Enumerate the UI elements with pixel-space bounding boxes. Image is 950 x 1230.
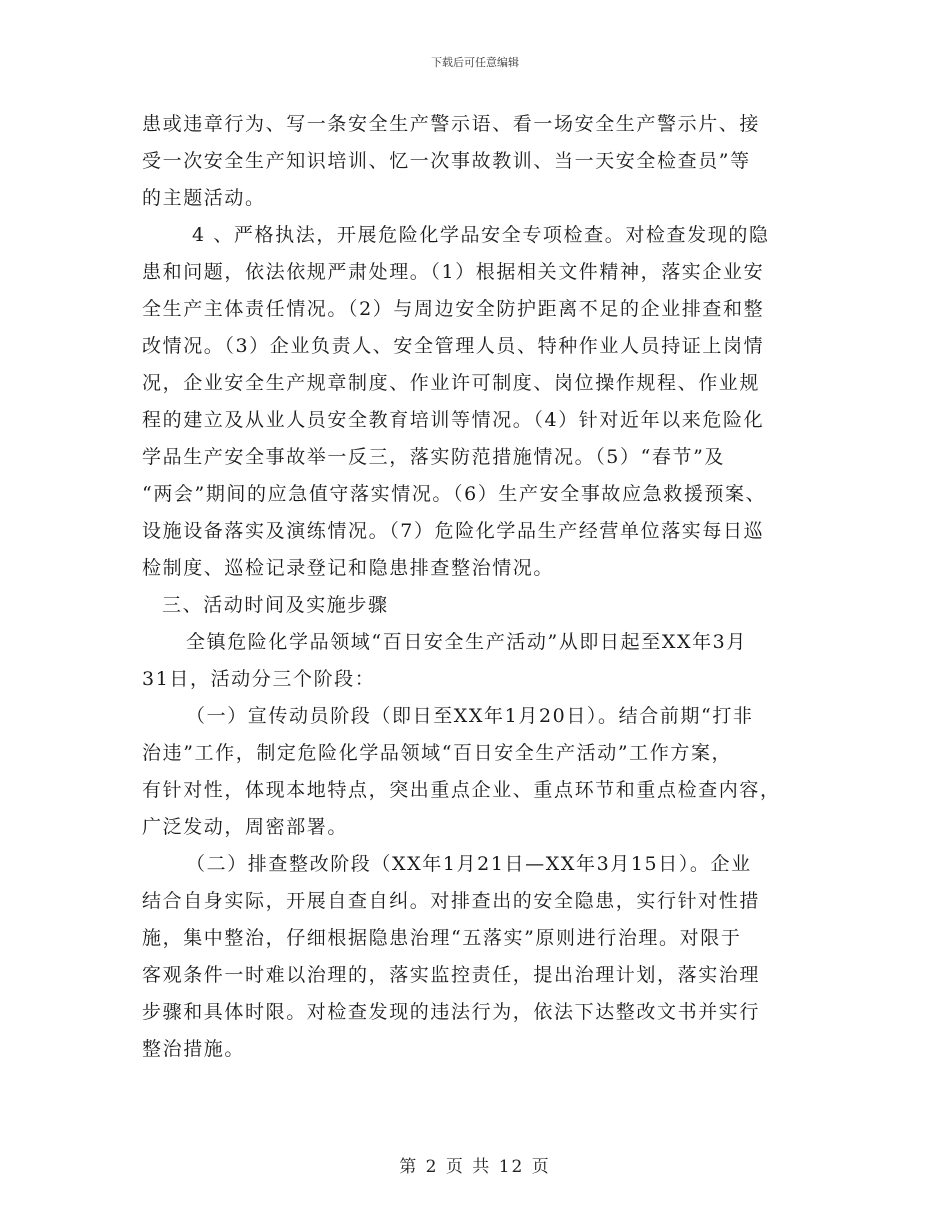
body-line: 施，集中整治，仔细根据隐患治理“五落实”原则进行治理。对限于 — [142, 927, 742, 949]
body-line: 全生产主体责任情况。（2）与周边安全防护距离不足的企业排查和整 — [142, 298, 765, 320]
body-line: 步骤和具体时限。对检查发现的违法行为，依法下达整改文书并实行 — [142, 1001, 761, 1023]
body-line: 学品生产安全事故举一反三，落实防范措施情况。（5）“春节”及 — [142, 446, 726, 468]
body-line: （二）排查整改阶段（XX年1月21日—XX年3月15日）。企业 — [186, 853, 752, 875]
body-line: 全镇危险化学品领域“百日安全生产活动”从即日起至XX年3月 — [186, 631, 747, 653]
body-line: 结合自身实际，开展自查自纠。对排查出的安全隐患，实行针对性措 — [142, 890, 761, 912]
body-line: 整治措施。 — [142, 1038, 246, 1060]
body-line: “两会”期间的应急值守落实情况。（6）生产安全事故应急救援预案、 — [142, 483, 767, 505]
body-line: 况，企业安全生产规章制度、作业许可制度、岗位操作规程、作业规 — [142, 372, 761, 394]
body-line: 设施设备落实及演练情况。（7）危险化学品生产经营单位落实每日巡 — [142, 520, 765, 542]
body-line: 广泛发动，周密部署。 — [142, 816, 349, 838]
body-line: 的主题活动。 — [142, 187, 266, 209]
body-line: 程的建立及从业人员安全教育培训等情况。（4）针对近年以来危险化 — [142, 409, 765, 431]
body-line: 客观条件一时难以治理的，落实监控责任，提出治理计划，落实治理 — [142, 964, 761, 986]
body-line: 治违”工作，制定危险化学品领域“百日安全生产活动”工作方案， — [142, 742, 733, 764]
body-line: （一）宣传动员阶段（即日至XX年1月20日）。结合前期“打非 — [186, 705, 754, 727]
body-line: 4 、严格执法，开展危险化学品安全专项检查。对检查发现的隐 — [192, 224, 770, 246]
body-line: 患和问题，依法依规严肃处理。（1）根据相关文件精神，落实企业安 — [142, 261, 765, 283]
page-header-note: 下载后可任意编辑 — [431, 56, 519, 69]
document-body — [142, 106, 812, 1068]
page-number-footer: 第 2 页 共 12 页 — [399, 1157, 551, 1177]
body-line: 患或违章行为、写一条安全生产警示语、看一场安全生产警示片、接 — [142, 113, 761, 135]
body-line: 改情况。（3）企业负责人、安全管理人员、特种作业人员持证上岗情 — [142, 335, 765, 357]
body-line: 检制度、巡检记录登记和隐患排查整治情况。 — [142, 557, 555, 579]
section-heading: 三、活动时间及实施步骤 — [162, 594, 389, 616]
body-line: 受一次安全生产知识培训、忆一次事故教训、当一天安全检查员”等 — [142, 150, 751, 172]
body-line: 有针对性，体现本地特点，突出重点企业、重点环节和重点检查内容， — [142, 779, 781, 801]
body-line: 31日，活动分三个阶段： — [142, 668, 376, 690]
